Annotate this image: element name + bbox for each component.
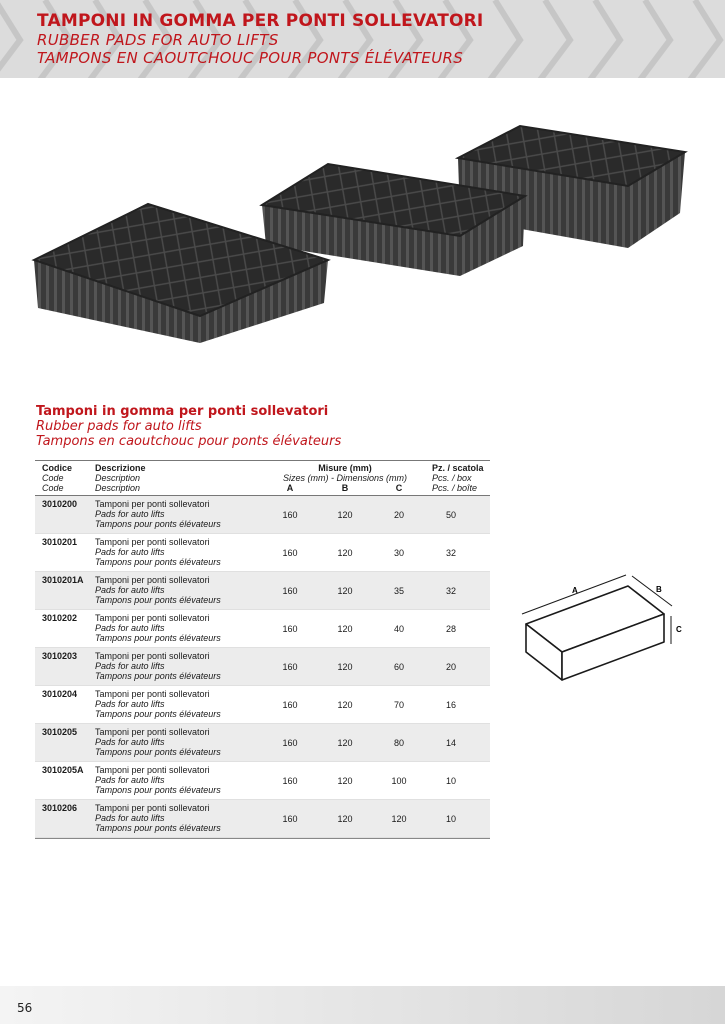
row-code: 3010200 — [42, 499, 78, 509]
dimension-diagram — [518, 570, 698, 685]
row-size-a: 160 — [282, 738, 298, 748]
row-description — [95, 499, 221, 529]
row-size-b: 120 — [337, 776, 353, 786]
row-size-b: 120 — [337, 738, 353, 748]
label-a: A — [572, 586, 578, 595]
row-size-c: 120 — [391, 814, 407, 824]
table-row — [35, 686, 490, 724]
row-pieces: 28 — [445, 624, 456, 634]
row-desc-fr: Tampons pour ponts élévateurs — [95, 823, 221, 833]
row-pieces: 50 — [445, 510, 456, 520]
row-code: 3010201A — [42, 575, 84, 585]
header-desc-en: Description — [95, 473, 141, 483]
row-desc-fr: Tampons pour ponts élévateurs — [95, 671, 221, 681]
header-pcs-it: Pz. / scatola — [432, 463, 484, 473]
row-pieces: 16 — [445, 700, 456, 710]
table-row — [35, 496, 490, 534]
row-size-a: 160 — [282, 662, 298, 672]
row-pieces: 10 — [445, 814, 456, 824]
row-desc-fr: Tampons pour ponts élévateurs — [95, 785, 221, 795]
header-titles — [37, 12, 483, 67]
row-size-a: 160 — [282, 776, 298, 786]
row-size-a: 160 — [282, 510, 298, 520]
header-col-c: C — [395, 483, 403, 493]
table-row — [35, 648, 490, 686]
row-code: 3010206 — [42, 803, 78, 813]
row-desc-it: Tamponi per ponti sollevatori — [95, 765, 210, 775]
page-header — [0, 0, 725, 78]
table-header — [35, 460, 490, 496]
table-row — [35, 800, 490, 838]
row-desc-en: Pads for auto lifts — [95, 509, 165, 519]
row-description — [95, 537, 221, 567]
row-desc-fr: Tampons pour ponts élévateurs — [95, 747, 221, 757]
row-description — [95, 575, 221, 605]
row-size-c: 80 — [393, 738, 404, 748]
product-photo — [30, 118, 690, 348]
label-c: C — [676, 625, 682, 634]
row-desc-fr: Tampons pour ponts élévateurs — [95, 557, 221, 567]
row-size-b: 120 — [337, 624, 353, 634]
page-footer — [0, 986, 725, 1024]
row-size-b: 120 — [337, 586, 353, 596]
row-code: 3010202 — [42, 613, 78, 623]
header-desc-it: Descrizione — [95, 463, 146, 473]
row-size-a: 160 — [282, 624, 298, 634]
row-pieces: 14 — [445, 738, 456, 748]
page-title: TAMPONI IN GOMMA PER PONTI SOLLEVATORI — [37, 11, 484, 31]
row-size-c: 60 — [393, 662, 404, 672]
row-size-a: 160 — [282, 548, 298, 558]
row-desc-en: Pads for auto lifts — [95, 623, 165, 633]
row-desc-fr: Tampons pour ponts élévateurs — [95, 709, 221, 719]
row-desc-en: Pads for auto lifts — [95, 661, 165, 671]
row-size-b: 120 — [337, 510, 353, 520]
row-description — [95, 765, 221, 795]
row-size-b: 120 — [337, 814, 353, 824]
header-size-it: Misure (mm) — [318, 463, 372, 473]
row-size-c: 100 — [391, 776, 407, 786]
row-description — [95, 727, 221, 757]
row-size-b: 120 — [337, 548, 353, 558]
row-pieces: 32 — [445, 548, 456, 558]
row-size-a: 160 — [282, 700, 298, 710]
table-row — [35, 762, 490, 800]
row-description — [95, 803, 221, 833]
row-code: 3010204 — [42, 689, 78, 699]
row-desc-it: Tamponi per ponti sollevatori — [95, 537, 210, 547]
row-description — [95, 613, 221, 643]
page-number: 56 — [17, 1001, 33, 1015]
row-pieces: 20 — [445, 662, 456, 672]
row-desc-it: Tamponi per ponti sollevatori — [95, 499, 210, 509]
row-pieces: 10 — [445, 776, 456, 786]
row-size-a: 160 — [282, 586, 298, 596]
header-code-en: Code — [42, 473, 64, 483]
table-row — [35, 724, 490, 762]
table-row — [35, 534, 490, 572]
row-desc-it: Tamponi per ponti sollevatori — [95, 727, 210, 737]
row-size-c: 35 — [393, 586, 404, 596]
row-desc-it: Tamponi per ponti sollevatori — [95, 575, 210, 585]
row-desc-fr: Tampons pour ponts élévateurs — [95, 519, 221, 529]
row-size-c: 70 — [393, 700, 404, 710]
header-description — [95, 463, 146, 493]
row-desc-en: Pads for auto lifts — [95, 775, 165, 785]
row-size-a: 160 — [282, 814, 298, 824]
row-code: 3010201 — [42, 537, 78, 547]
row-size-c: 20 — [393, 510, 404, 520]
section-subtitle-fr: Tampons en caoutchouc pour ponts élévateurs — [36, 434, 342, 449]
header-pcs-en: Pcs. / box — [432, 473, 472, 483]
table-row — [35, 610, 490, 648]
row-size-c: 30 — [393, 548, 404, 558]
header-code-fr: Code — [42, 483, 64, 493]
section-subtitle-en: Rubber pads for auto lifts — [36, 419, 202, 434]
row-size-b: 120 — [337, 662, 353, 672]
row-code: 3010205A — [42, 765, 84, 775]
table-body — [35, 496, 490, 838]
row-description — [95, 651, 221, 681]
header-pcs-fr: Pcs. / boîte — [432, 483, 478, 493]
row-desc-fr: Tampons pour ponts élévateurs — [95, 595, 221, 605]
row-desc-en: Pads for auto lifts — [95, 813, 165, 823]
row-description — [95, 689, 221, 719]
row-size-b: 120 — [337, 700, 353, 710]
section-titles — [36, 404, 341, 449]
header-size-en: Sizes (mm) - Dimensions (mm) — [282, 473, 407, 483]
table-row — [35, 572, 490, 610]
row-desc-en: Pads for auto lifts — [95, 585, 165, 595]
header-code-it: Codice — [42, 463, 73, 473]
header-pieces — [432, 463, 484, 493]
row-code: 3010205 — [42, 727, 78, 737]
header-code — [42, 463, 72, 493]
header-sizes — [270, 463, 420, 483]
row-desc-en: Pads for auto lifts — [95, 699, 165, 709]
page-subtitle-fr: TAMPONS EN CAOUTCHOUC POUR PONTS ÉLÉVATEURS — [37, 49, 464, 67]
header-desc-fr: Description — [95, 483, 141, 493]
row-desc-it: Tamponi per ponti sollevatori — [95, 689, 210, 699]
row-desc-fr: Tampons pour ponts élévateurs — [95, 633, 221, 643]
product-table — [35, 460, 490, 839]
section-title: Tamponi in gomma per ponti sollevatori — [36, 404, 329, 419]
row-desc-en: Pads for auto lifts — [95, 737, 165, 747]
header-col-b: B — [341, 483, 349, 493]
row-size-c: 40 — [393, 624, 404, 634]
row-code: 3010203 — [42, 651, 78, 661]
row-pieces: 32 — [445, 586, 456, 596]
header-col-a: A — [286, 483, 294, 493]
page-subtitle-en: RUBBER PADS FOR AUTO LIFTS — [37, 31, 279, 49]
row-desc-en: Pads for auto lifts — [95, 547, 165, 557]
row-desc-it: Tamponi per ponti sollevatori — [95, 613, 210, 623]
row-desc-it: Tamponi per ponti sollevatori — [95, 803, 210, 813]
label-b: B — [656, 585, 662, 594]
row-desc-it: Tamponi per ponti sollevatori — [95, 651, 210, 661]
